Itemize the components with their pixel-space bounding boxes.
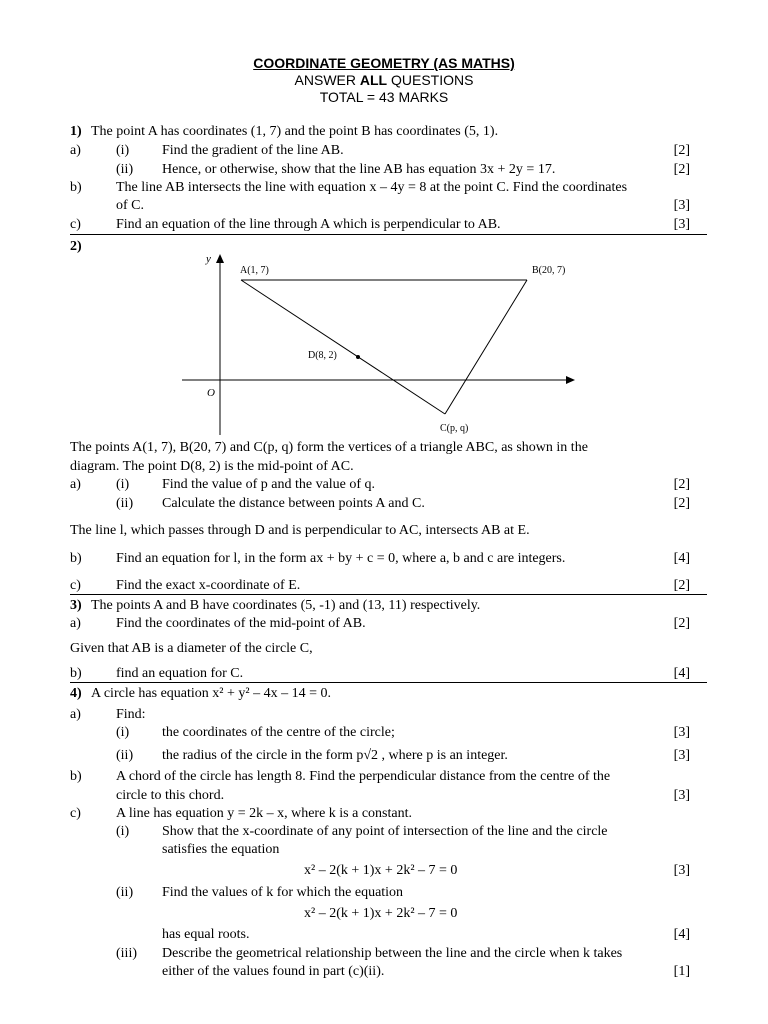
- point-b-label: B(20, 7): [532, 265, 566, 276]
- q3-b-marks: [4]: [673, 666, 690, 681]
- q2-b-text: Find an equation for l, in the form ax + by + c = 0, where a, b and c are integers.: [116, 551, 566, 566]
- q1-ai-text: Find the gradient of the line AB.: [162, 143, 344, 158]
- q4-ciii-text-line2: either of the values found in part (c)(ii).: [162, 964, 385, 979]
- q2-c-text: Find the exact x-coordinate of E.: [116, 578, 301, 593]
- q1-number: 1): [70, 124, 82, 139]
- instruction-line: [0, 72, 768, 89]
- q1-a-label: a): [70, 143, 81, 158]
- q2-triangle-diagram: [170, 250, 590, 440]
- q4-ci-marks: [3]: [673, 863, 690, 878]
- q4-intro: A circle has equation x² + y² – 4x – 14 = 0.: [91, 686, 331, 701]
- instruction-prefix: ANSWER: [294, 72, 360, 88]
- q4-aii-label: (ii): [116, 748, 134, 763]
- q2-number: 2): [70, 239, 82, 254]
- q4-cii-marks: [4]: [673, 927, 690, 942]
- q4-ciii-marks: [1]: [673, 964, 690, 979]
- q1-b-text-line2: of C.: [116, 198, 144, 213]
- q4-ai-marks: [3]: [673, 725, 690, 740]
- q2-aii-label: (ii): [116, 496, 134, 511]
- q2-c-label: c): [70, 578, 81, 593]
- point-d-dot: [356, 355, 360, 359]
- q3-b-label: b): [70, 666, 82, 681]
- divider-q3-q4: [70, 682, 707, 683]
- q3-given: Given that AB is a diameter of the circle C,: [70, 641, 313, 656]
- divider-q1-q2: [70, 234, 707, 235]
- q4-a-label: a): [70, 707, 81, 722]
- side-ac: [241, 280, 445, 414]
- q2-intro-line2: diagram. The point D(8, 2) is the mid-point of AC.: [70, 459, 354, 474]
- q4-b-text-line1: A chord of the circle has length 8. Find the perpendicular distance from the centre of the: [116, 769, 611, 784]
- total-marks: TOTAL = 43 MARKS: [319, 89, 449, 105]
- q1-b-text-line1: The line AB intersects the line with equation x – 4y = 8 at the point C. Find the coordinates: [116, 180, 628, 195]
- q3-number: 3): [70, 598, 82, 613]
- q2-ai-marks: [2]: [673, 477, 690, 492]
- q2-aii-text: Calculate the distance between points A and C.: [162, 496, 425, 511]
- q4-cii-label: (ii): [116, 885, 134, 900]
- q3-a-text: Find the coordinates of the mid-point of AB.: [116, 616, 366, 631]
- divider-q2-q3: [70, 594, 707, 595]
- q4-a-text: Find:: [116, 707, 146, 722]
- q2-b-marks: [4]: [673, 551, 690, 566]
- q1-ai-marks: [2]: [673, 143, 690, 158]
- q4-c-label: c): [70, 806, 81, 821]
- q4-cii-equation: x² – 2(k + 1)x + 2k² – 7 = 0: [304, 906, 458, 921]
- y-axis-label: y: [206, 253, 211, 265]
- q1-aii-text: Hence, or otherwise, show that the line AB has equation 3x + 2y = 17.: [162, 162, 556, 177]
- q4-b-label: b): [70, 769, 82, 784]
- q2-line-text: The line l, which passes through D and is perpendicular to AC, intersects AB at E.: [70, 523, 530, 538]
- point-d-label: D(8, 2): [308, 350, 337, 361]
- q2-aii-marks: [2]: [673, 496, 690, 511]
- point-a-label: A(1, 7): [240, 265, 269, 276]
- q4-ciii-text-line1: Describe the geometrical relationship between the line and the circle when k takes: [162, 946, 623, 961]
- q4-ciii-label: (iii): [116, 946, 137, 961]
- origin-label: O: [207, 387, 215, 399]
- q4-ai-label: (i): [116, 725, 130, 740]
- q1-c-marks: [3]: [673, 217, 690, 232]
- instruction-emphasis: ALL: [359, 72, 388, 88]
- worksheet-title: COORDINATE GEOMETRY (AS MATHS): [253, 55, 515, 71]
- q1-b-label: b): [70, 180, 82, 195]
- q2-ai-label: (i): [116, 477, 130, 492]
- q1-ai-label: (i): [116, 143, 130, 158]
- q1-c-label: c): [70, 217, 81, 232]
- q4-ci-text-line2: satisfies the equation: [162, 842, 280, 857]
- q1-intro: The point A has coordinates (1, 7) and the point B has coordinates (5, 1).: [91, 124, 499, 139]
- q4-number: 4): [70, 686, 82, 701]
- q3-intro: The points A and B have coordinates (5, -1) and (13, 11) respectively.: [91, 598, 481, 613]
- q4-ci-equation: x² – 2(k + 1)x + 2k² – 7 = 0: [304, 863, 458, 878]
- q1-b-marks: [3]: [673, 198, 690, 213]
- instruction-suffix: QUESTIONS: [387, 72, 474, 88]
- q4-ci-label: (i): [116, 824, 130, 839]
- side-bc: [445, 280, 527, 414]
- x-axis-arrowhead: [566, 376, 575, 384]
- q3-a-marks: [2]: [673, 616, 690, 631]
- q3-a-label: a): [70, 616, 81, 631]
- q4-ci-text-line1: Show that the x-coordinate of any point of intersection of the line and the circle: [162, 824, 608, 839]
- q4-aii-text: the radius of the circle in the form p√2 , where p is an integer.: [162, 748, 508, 763]
- q4-b-text-line2: circle to this chord.: [116, 788, 225, 803]
- q3-b-text: find an equation for C.: [116, 666, 244, 681]
- q2-ai-text: Find the value of p and the value of q.: [162, 477, 376, 492]
- q4-cii-text-line2: has equal roots.: [162, 927, 250, 942]
- q2-a-label: a): [70, 477, 81, 492]
- q4-cii-text: Find the values of k for which the equation: [162, 885, 404, 900]
- q4-b-marks: [3]: [673, 788, 690, 803]
- q4-aii-marks: [3]: [673, 748, 690, 763]
- q2-c-marks: [2]: [673, 578, 690, 593]
- q4-ai-text: the coordinates of the centre of the circle;: [162, 725, 395, 740]
- q1-aii-marks: [2]: [673, 162, 690, 177]
- q2-intro-line1: The points A(1, 7), B(20, 7) and C(p, q) form the vertices of a triangle ABC, as shown in the: [70, 440, 588, 455]
- q2-b-label: b): [70, 551, 82, 566]
- q4-c-text: A line has equation y = 2k – x, where k is a constant.: [116, 806, 413, 821]
- q1-aii-label: (ii): [116, 162, 134, 177]
- q1-c-text: Find an equation of the line through A which is perpendicular to AB.: [116, 217, 501, 232]
- point-c-label: C(p, q): [440, 423, 469, 434]
- y-axis-arrowhead: [216, 254, 224, 263]
